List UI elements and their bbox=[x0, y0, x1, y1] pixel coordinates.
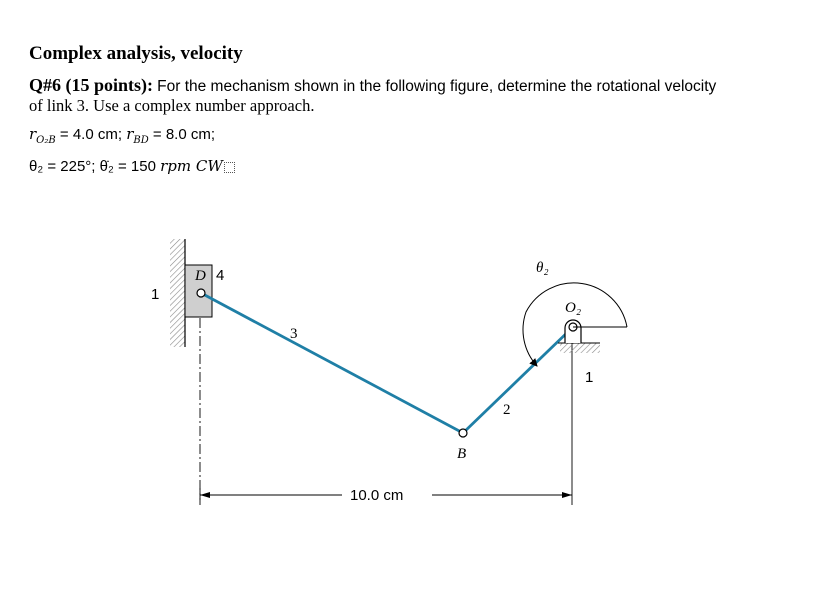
theta2-values: θ₂ = 225°; θ̇₂ = 150 bbox=[29, 158, 161, 175]
r-o2b-value: = 4.0 cm; bbox=[55, 126, 127, 143]
link-3 bbox=[201, 293, 463, 433]
dimension-label: 10.0 cm bbox=[350, 487, 404, 504]
r-o2b-symbol: r bbox=[29, 125, 37, 143]
r-bd-symbol: r bbox=[126, 125, 134, 143]
dimension-arrow-left-icon bbox=[200, 492, 210, 498]
link-2 bbox=[463, 327, 573, 433]
theta2-unit: rpm CW bbox=[160, 157, 223, 175]
pin-D bbox=[197, 289, 205, 297]
left-ground-hatch bbox=[170, 239, 185, 347]
r-bd-subscript: BD bbox=[133, 135, 149, 146]
question-text-line1: For the mechanism shown in the following figure, determine the rotational velocity bbox=[157, 78, 717, 95]
label-O2: O₂ bbox=[565, 300, 582, 316]
label-link3: 3 bbox=[290, 326, 298, 342]
dimension-arrow-right-icon bbox=[562, 492, 572, 498]
right-ground-hatch bbox=[560, 343, 600, 353]
question-label: Q#6 (15 points): bbox=[29, 75, 154, 95]
label-link2: 2 bbox=[503, 402, 511, 418]
r-bd-value: = 8.0 cm; bbox=[148, 126, 216, 143]
label-B: B bbox=[457, 446, 467, 462]
question-text-line2: of link 3. Use a complex number approach. bbox=[29, 96, 315, 115]
pin-B bbox=[459, 429, 467, 437]
label-ground-right: 1 bbox=[585, 369, 594, 386]
label-theta2: θ₂ bbox=[536, 260, 549, 276]
label-link4: 4 bbox=[216, 267, 225, 284]
r-o2b-subscript: O₂B bbox=[36, 135, 56, 146]
page-heading: Complex analysis, velocity bbox=[29, 43, 243, 64]
label-ground-left: 1 bbox=[151, 286, 160, 303]
label-D: D bbox=[195, 268, 206, 284]
